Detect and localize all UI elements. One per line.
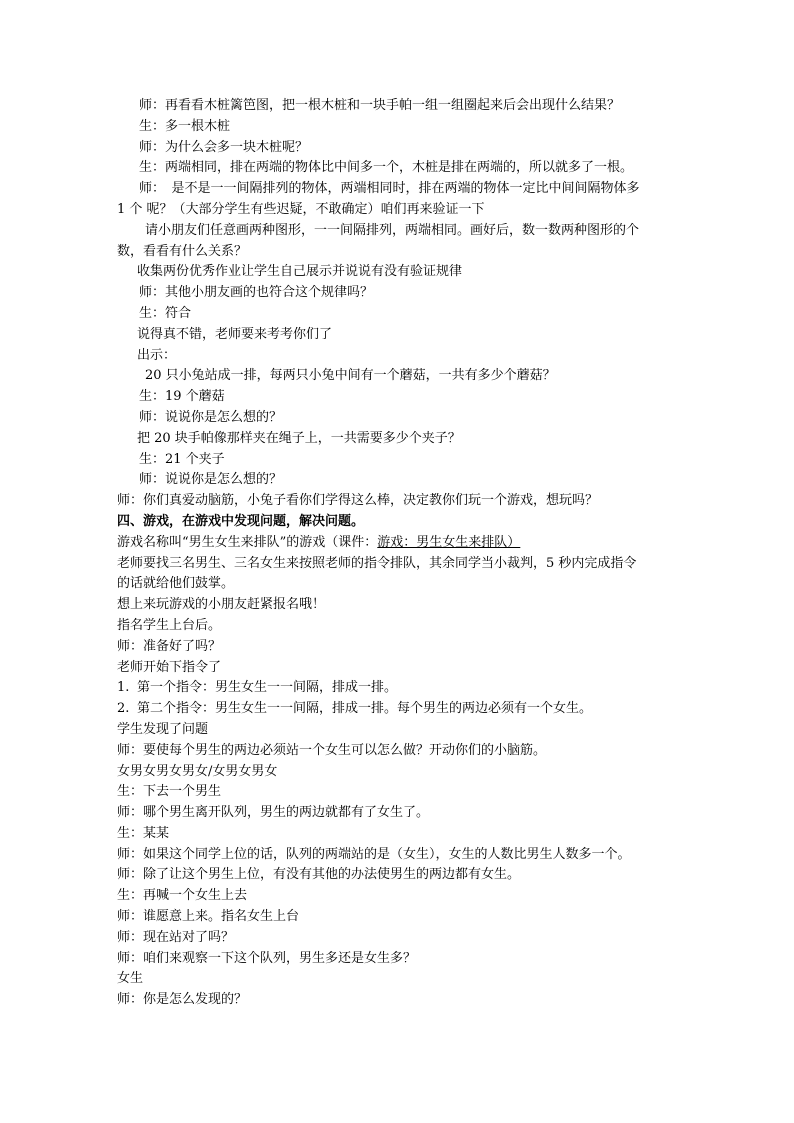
list-item-text: 第二个指令：男生女生一一间隔，排成一排。每个男生的两边必须有一个女生。 <box>137 701 593 717</box>
text-line: 师：如果这个同学上位的话，队列的两端站的是（女生），女生的人数比男生人数多一个。 <box>117 846 631 862</box>
text-line: 指名学生上台后。 <box>117 617 222 633</box>
text-line: 学生发现了问题 <box>117 721 209 737</box>
text-line: 师：咱们来观察一下这个队列，男生多还是女生多？ <box>117 950 417 966</box>
text-line: 收集两份优秀作业让学生自己展示并说说有没有验证规律 <box>137 264 463 280</box>
text-line: 师： 是不是一一间隔排列的物体，两端相同时，排在两端的物体一定比中间间隔物体多 <box>139 181 640 197</box>
text-line: 请小朋友们任意画两种图形，一一间隔排列，两端相同。画好后，数一数两种图形的个 <box>145 222 640 238</box>
text-line: 师：再看看木桩篱笆图，把一根木桩和一块手帕一组一组圈起来后会出现什么结果？ <box>139 98 621 113</box>
text-line: 师：要使每个男生的两边必须站一个女生可以怎么做？开动你们的小脑筋。 <box>117 742 547 758</box>
text-line: 生：两端相同，排在两端的物体比中间多一个，木桩是排在两端的，所以就多了一根。 <box>139 160 634 176</box>
text-line: 出示： <box>137 347 177 363</box>
text-line: 师：说说你是怎么想的？ <box>139 409 283 425</box>
text-line: 想上来玩游戏的小朋友赶紧报名哦！ <box>117 597 326 613</box>
text-line: 的话就给他们鼓掌。 <box>117 576 235 592</box>
text-line: 说得真不错，老师要来考考你们了 <box>137 326 333 342</box>
game-intro-text: 游戏名称叫“男生女生来排队”的游戏（课件： <box>117 534 378 550</box>
text-line <box>117 533 677 554</box>
list-number: 1. <box>117 680 130 696</box>
list-item <box>117 678 677 699</box>
courseware-link[interactable]: 游戏：男生女生来排队） <box>377 534 521 550</box>
text-line: 20 只小兔站成一排，每两只小兔中间有一个蘑菇，一共有多少个蘑菇？ <box>145 368 556 384</box>
text-line: 女男女男女男女/女男女男女 <box>117 763 278 779</box>
list-number: 2. <box>117 701 130 717</box>
text-line: 老师开始下指令了 <box>117 659 222 675</box>
text-line: 师：准备好了吗？ <box>117 638 222 654</box>
text-line: 师：除了让这个男生上位，有没有其他的办法使男生的两边都有女生。 <box>117 867 521 883</box>
text-line: 生：下去一个男生 <box>117 784 222 800</box>
text-line: 生：21 个夹子 <box>139 451 225 467</box>
section-heading: 四、游戏，在游戏中发现问题，解决问题。 <box>117 513 365 529</box>
document-page <box>117 96 677 1011</box>
text-line: 师：你是怎么发现的？ <box>117 992 248 1008</box>
text-line: 生：19 个蘑菇 <box>139 389 225 405</box>
text-line: 把 20 块手帕像那样夹在绳子上，一共需要多少个夹子？ <box>137 430 461 446</box>
text-line: 生：符合 <box>139 305 192 321</box>
text-line: 数，看看有什么关系？ <box>117 243 248 259</box>
text-line: 生：某某 <box>117 825 170 841</box>
text-line: 女生 <box>117 971 144 987</box>
list-item-text: 第一个指令：男生女生一一间隔，排成一排。 <box>137 680 398 696</box>
list-item <box>117 699 677 720</box>
text-line: 师：其他小朋友画的也符合这个规律吗？ <box>139 285 374 301</box>
text-line: 师：现在站对了吗？ <box>117 929 235 945</box>
text-line: 生：多一根木桩 <box>139 118 231 134</box>
text-line: 老师要找三名男生、三名女生来按照老师的指令排队，其余同学当小裁判，5 秒内完成指令 <box>117 555 637 571</box>
text-line: 师：哪个男生离开队列，男生的两边就都有了女生了。 <box>117 805 430 821</box>
text-line: 师：说说你是怎么想的？ <box>139 472 283 488</box>
text-line: 师：为什么会多一块木桩呢？ <box>139 139 309 155</box>
text-line: 师：谁愿意上来。指名女生上台 <box>117 909 300 925</box>
text-line: 1 个 呢？（大部分学生有些迟疑，不敢确定）咱们再来验证一下 <box>117 201 485 217</box>
text-line: 师：你们真爱动脑筋，小兔子看你们学得这么棒，决定教你们玩一个游戏，想玩吗？ <box>117 493 599 509</box>
text-line: 生：再喊一个女生上去 <box>117 888 248 904</box>
